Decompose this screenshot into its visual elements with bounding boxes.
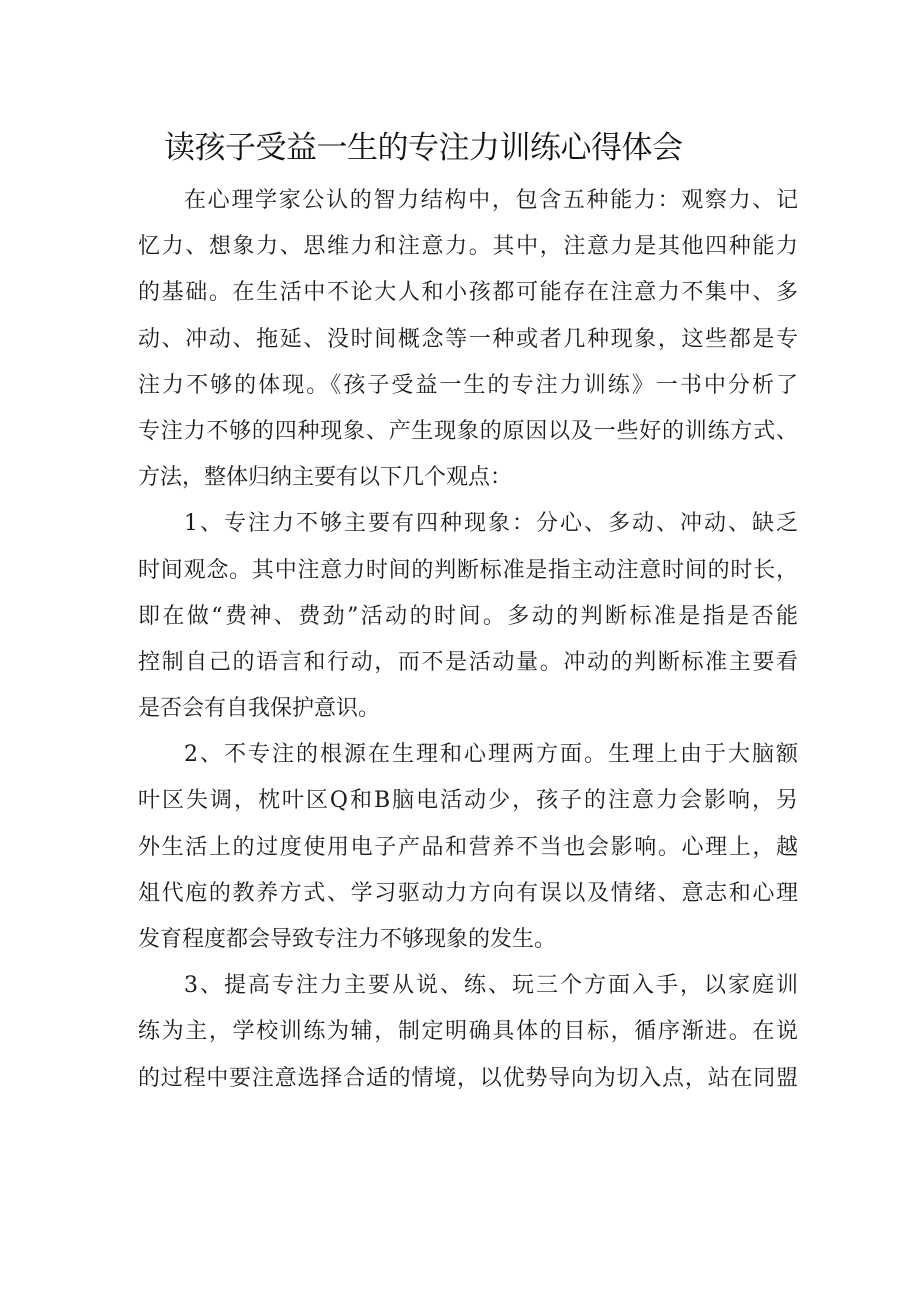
text-line: 忆力、想象力、思维力和注意力。其中，注意力是其他四种能力 [138,234,798,260]
text-line: 即在做“费神、费劲”活动的时间。多动的判断标准是指是否能 [138,603,798,629]
text-line: 在心理学家公认的智力结构中，包含五种能力：观察力、记 [184,188,798,213]
text-line: 发育程度都会导致专注力不够现象的发生。 [138,927,557,952]
text-line: 3、提高专注力主要从说、练、玩三个方面入手，以家庭训 [184,973,798,999]
text-line: 专注力不够的四种现象、产生现象的原因以及一些好的训练方式、 [138,418,798,444]
text-line: 时间观念。其中注意力时间的判断标准是指主动注意时间的时长， [138,557,798,583]
document-body [138,178,798,1102]
paragraph-point-2 [138,732,798,963]
text-line: 方法，整体归纳主要有以下几个观点： [138,465,513,491]
text-line: 控制自己的语言和行动，而不是活动量。冲动的判断标准主要看 [138,649,798,675]
text-line: 俎代庖的教养方式、学习驱动力方向有误以及情绪、意志和心理 [138,880,798,906]
text-line: 的基础。在生活中不论大人和小孩都可能存在注意力不集中、多 [138,280,798,306]
text-line: 2、不专注的根源在生理和心理两方面。生理上由于大脑额 [184,742,798,768]
paragraph-point-3 [138,963,798,1102]
text-line: 1、专注力不够主要有四种现象：分心、多动、冲动、缺乏 [184,511,798,537]
document-title: 读孩子受益一生的专注力训练心得体会 [164,130,683,166]
text-line: 叶区失调，枕叶区Q和B脑电活动少，孩子的注意力会影响，另 [138,788,798,814]
text-line: 动、冲动、拖延、没时间概念等一种或者几种现象，这些都是专 [138,326,798,352]
text-line: 外生活上的过度使用电子产品和营养不当也会影响。心理上，越 [138,834,798,860]
text-line: 注力不够的体现。《孩子受益一生的专注力训练》一书中分析了 [138,372,798,398]
text-line: 的过程中要注意选择合适的情境，以优势导向为切入点，站在同盟 [138,1065,798,1091]
text-line: 是否会有自我保护意识。 [138,696,381,722]
paragraph-point-1 [138,501,798,732]
text-line: 练为主，学校训练为辅，制定明确具体的目标，循序渐进。在说 [138,1019,798,1045]
paragraph-intro [138,178,798,501]
